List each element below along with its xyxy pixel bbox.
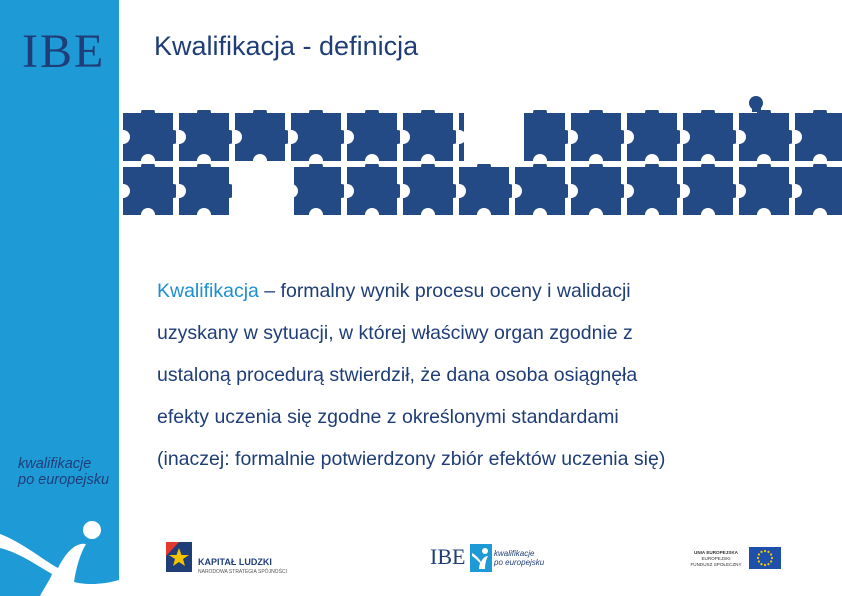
definition-line-1-rest: – formalny wynik procesu oceny i walidacji (258, 280, 631, 302)
definition-line-2: uzyskany w sytuacji, w której właściwy organ zgodnie z (157, 322, 633, 344)
slide-title: Kwalifikacja - definicja (154, 31, 419, 61)
ibe-logo: IBE (22, 25, 106, 78)
ibe-footer-tagline-line2: po europejsku (494, 558, 545, 567)
ue-caption-line1: UNIA EUROPEJSKA (694, 550, 738, 555)
running-figure-icon (0, 508, 119, 596)
footer-logos (160, 532, 800, 582)
ibe-footer-logo: IBE (430, 544, 466, 569)
ibe-footer-tagline (494, 549, 554, 567)
puzzle-banner (120, 96, 842, 220)
ue-caption (690, 550, 742, 568)
ue-caption-line2: EUROPEJSKI (701, 556, 731, 561)
definition-line-5: (inaczej: formalnie potwierdzony zbiór efektów uczenia się) (157, 448, 666, 470)
ibe-footer-figure-icon (470, 544, 492, 572)
definition-line-3: ustaloną procedurą stwierdził, że dana osoba osiągnęła (157, 364, 638, 386)
definition-line-4: efekty uczenia się zgodne z określonymi standardami (157, 406, 619, 428)
eu-flag-icon (749, 547, 781, 569)
sidebar-tagline-line2: po europejsku (18, 472, 110, 488)
definition-text (157, 270, 817, 480)
definition-term: Kwalifikacja (157, 280, 259, 302)
ibe-footer-tagline-line1: kwalifikacje (494, 549, 535, 558)
kapital-ludzki-title: KAPITAŁ LUDZKI (198, 557, 272, 567)
sidebar-tagline (18, 456, 118, 488)
kapital-ludzki-star-icon (166, 538, 192, 574)
definition-line-1 (157, 270, 817, 312)
kapital-ludzki-logo (166, 538, 296, 574)
ue-caption-line3: FUNDUSZ SPOŁECZNY (690, 562, 742, 567)
sidebar-tagline-line1: kwalifikacje (18, 456, 92, 472)
kapital-ludzki-subtitle: NARODOWA STRATEGIA SPÓJNOŚCI (198, 569, 287, 575)
sidebar (0, 0, 119, 596)
